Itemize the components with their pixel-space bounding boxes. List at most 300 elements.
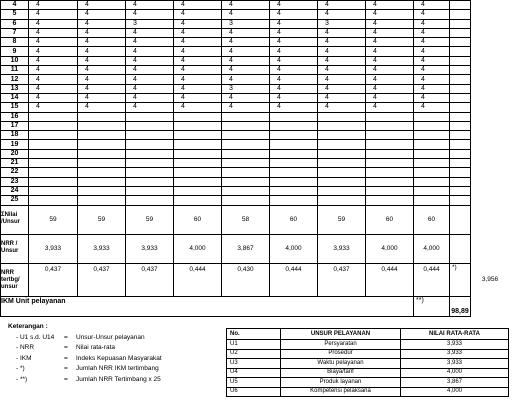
ikm-value: 98,89 [450, 296, 471, 316]
score-cell [29, 121, 78, 130]
keterangan-k: - *) [16, 365, 25, 372]
unsur-no: U2 [227, 349, 281, 359]
nrr-row [1, 234, 471, 263]
score-cell: 4 [174, 1, 222, 10]
score-cell: 4 [222, 75, 270, 84]
score-cell: 4 [318, 66, 366, 75]
row-number: 20 [1, 149, 29, 158]
unsur-name: Persyaratan [281, 340, 401, 350]
score-cell [366, 177, 414, 186]
grid-summary [1, 205, 471, 316]
table-row [1, 66, 471, 75]
score-cell [366, 149, 414, 158]
score-cell: 4 [318, 47, 366, 56]
keterangan-k: - IKM [16, 354, 32, 362]
score-cell: 4 [414, 75, 450, 84]
table-row [1, 56, 471, 65]
table-row [1, 112, 471, 121]
score-cell [366, 121, 414, 130]
score-cell [78, 131, 126, 140]
score-cell: 4 [174, 38, 222, 47]
score-cell [222, 196, 270, 205]
score-cell: 4 [174, 47, 222, 56]
score-cell: 4 [318, 38, 366, 47]
score-cell: 4 [414, 56, 450, 65]
score-cell: 4 [78, 19, 126, 28]
row-number: 13 [1, 84, 29, 93]
unsur-row [227, 340, 509, 350]
empty-cell [450, 66, 471, 75]
score-cell [318, 186, 366, 195]
score-cell [270, 196, 318, 205]
nrr-cell: 4,000 [270, 234, 318, 263]
table-row [1, 121, 471, 130]
keterangan-eq: = [64, 344, 68, 351]
score-cell [414, 159, 450, 168]
score-cell: 4 [78, 75, 126, 84]
score-cell: 4 [78, 47, 126, 56]
score-cell [29, 168, 78, 177]
empty-cell [450, 75, 471, 84]
score-cell: 4 [318, 28, 366, 37]
score-cell [270, 112, 318, 121]
unsur-val: 3,867 [401, 378, 509, 388]
keterangan-v: Unsur-Unsur pelayanan [76, 333, 145, 341]
nrr-label: NRR / Unsur [1, 234, 29, 263]
score-cell [78, 140, 126, 149]
unsur-name: Kompetensi pelaksana [281, 387, 401, 397]
col-header-no: No. [227, 329, 281, 340]
score-cell [366, 112, 414, 121]
score-cell [78, 177, 126, 186]
col-header-unsur: UNSUR PELAYANAN [281, 329, 401, 340]
row-number: 11 [1, 66, 29, 75]
unsur-val: 3,933 [401, 359, 509, 369]
score-cell [318, 121, 366, 130]
score-cell: 3 [222, 84, 270, 93]
keterangan-v: Indeks Kepuasan Masyarakat [76, 354, 162, 362]
score-cell: 4 [366, 56, 414, 65]
score-cell: 4 [366, 84, 414, 93]
score-cell [318, 159, 366, 168]
score-cell: 4 [414, 38, 450, 47]
score-cell [174, 159, 222, 168]
table-row [1, 28, 471, 37]
score-cell: 4 [222, 103, 270, 112]
score-cell [414, 131, 450, 140]
score-cell [78, 168, 126, 177]
score-cell [29, 131, 78, 140]
row-number: 18 [1, 131, 29, 140]
score-cell: 4 [174, 56, 222, 65]
nrr-tertimbang-row [1, 263, 471, 296]
score-cell: 4 [126, 28, 174, 37]
score-cell [270, 168, 318, 177]
empty-cell [450, 1, 471, 10]
nrr-tertimbang-cell: 0,444 [366, 263, 414, 296]
score-cell [174, 140, 222, 149]
nrr-cell: 3,933 [126, 234, 174, 263]
unsur-name: Biaya/tarif [281, 368, 401, 378]
score-cell: 4 [174, 93, 222, 102]
score-cell [174, 149, 222, 158]
score-cell [222, 177, 270, 186]
score-cell [270, 140, 318, 149]
score-cell [318, 168, 366, 177]
keterangan-v: Jumlah NRR Tertimbang x 25 [76, 375, 161, 383]
score-cell [78, 196, 126, 205]
score-cell [366, 168, 414, 177]
score-cell [29, 196, 78, 205]
keterangan-eq: = [64, 333, 68, 341]
unsur-row [227, 349, 509, 359]
score-cell [174, 177, 222, 186]
row-number: 5 [1, 10, 29, 19]
score-cell: 4 [126, 93, 174, 102]
score-cell [126, 131, 174, 140]
double-star-note: **) [414, 296, 450, 316]
keterangan-list [8, 333, 162, 386]
score-cell: 4 [270, 66, 318, 75]
empty-cell [450, 234, 471, 263]
score-cell: 4 [29, 84, 78, 93]
table-row [1, 75, 471, 84]
score-cell: 4 [414, 1, 450, 10]
nrr-cell: 4,000 [366, 234, 414, 263]
score-cell: 4 [174, 84, 222, 93]
nrr-tertimbang-cell: 0,437 [29, 263, 78, 296]
table-row [1, 168, 471, 177]
score-cell: 4 [318, 93, 366, 102]
score-cell: 4 [126, 10, 174, 19]
score-cell [318, 196, 366, 205]
unsur-header-row [227, 329, 509, 340]
score-cell: 4 [270, 19, 318, 28]
table-row [1, 131, 471, 140]
score-cell: 4 [29, 56, 78, 65]
score-cell: 4 [78, 56, 126, 65]
sum-cell: 60 [414, 205, 450, 234]
score-cell [270, 177, 318, 186]
unsur-body [227, 340, 509, 397]
ikm-row [1, 296, 471, 316]
empty-cell [450, 131, 471, 140]
score-cell: 4 [78, 38, 126, 47]
score-cell: 4 [29, 10, 78, 19]
unsur-val: 3,933 [401, 349, 509, 359]
score-cell: 4 [126, 84, 174, 93]
score-cell [174, 121, 222, 130]
sum-cell: 58 [222, 205, 270, 234]
score-cell: 4 [222, 38, 270, 47]
unsur-row [227, 378, 509, 388]
score-cell [78, 186, 126, 195]
empty-cell [450, 168, 471, 177]
nrr-tertimbang-cell: 0,430 [222, 263, 270, 296]
empty-cell [450, 121, 471, 130]
score-cell: 4 [270, 75, 318, 84]
score-cell: 4 [414, 19, 450, 28]
score-cell [414, 121, 450, 130]
row-number: 4 [1, 1, 29, 10]
score-cell: 4 [29, 75, 78, 84]
score-cell: 4 [366, 10, 414, 19]
score-cell [29, 177, 78, 186]
empty-cell [450, 112, 471, 121]
nrr-tertimbang-cell: 0,437 [78, 263, 126, 296]
unsur-row [227, 387, 509, 397]
score-cell: 4 [414, 84, 450, 93]
score-cell: 4 [222, 93, 270, 102]
score-cell [126, 168, 174, 177]
score-cell [318, 140, 366, 149]
score-cell [222, 121, 270, 130]
row-number: 22 [1, 168, 29, 177]
score-cell [414, 186, 450, 195]
row-number: 8 [1, 38, 29, 47]
score-cell: 4 [78, 103, 126, 112]
nrr-tertimbang-label: NRR tertbg/ unsur [1, 263, 29, 296]
score-cell: 4 [29, 47, 78, 56]
score-cell [126, 186, 174, 195]
keterangan-k: - U1 s.d. U14 [16, 333, 55, 341]
unsur-no: U3 [227, 359, 281, 369]
score-cell: 4 [126, 56, 174, 65]
unsur-name: Prosedur [281, 349, 401, 359]
score-cell [29, 112, 78, 121]
keterangan-item [8, 364, 162, 375]
score-cell: 4 [270, 93, 318, 102]
unsur-row [227, 359, 509, 369]
empty-cell [450, 149, 471, 158]
score-cell: 3 [222, 19, 270, 28]
sum-label: ΣNilai /Unsur [1, 205, 29, 234]
empty-cell [450, 159, 471, 168]
score-cell: 4 [318, 1, 366, 10]
score-cell [78, 149, 126, 158]
score-cell: 4 [270, 47, 318, 56]
score-cell: 4 [78, 93, 126, 102]
score-cell: 4 [270, 1, 318, 10]
table-row [1, 47, 471, 56]
score-cell [414, 196, 450, 205]
score-cell [366, 196, 414, 205]
keterangan-v: Nilai rata-rata [76, 344, 116, 351]
score-cell: 4 [222, 47, 270, 56]
keterangan-item [8, 343, 162, 354]
table-row [1, 19, 471, 28]
score-cell: 4 [270, 56, 318, 65]
ikm-label: IKM Unit pelayanan [1, 296, 414, 316]
nrr-tertimbang-cell: 0,444 [174, 263, 222, 296]
score-cell: 4 [366, 93, 414, 102]
score-cell [366, 186, 414, 195]
score-cell [270, 186, 318, 195]
score-cell: 4 [414, 93, 450, 102]
score-cell [126, 112, 174, 121]
score-cell: 4 [366, 66, 414, 75]
table-row [1, 177, 471, 186]
score-cell: 4 [126, 75, 174, 84]
nrr-cell: 3,933 [318, 234, 366, 263]
empty-cell [450, 19, 471, 28]
score-cell: 4 [318, 56, 366, 65]
score-cell [126, 121, 174, 130]
table-row [1, 10, 471, 19]
score-cell [222, 149, 270, 158]
keterangan-item [8, 354, 162, 365]
empty-cell [450, 84, 471, 93]
row-number: 16 [1, 112, 29, 121]
score-cell [222, 131, 270, 140]
score-cell: 4 [174, 10, 222, 19]
score-cell: 4 [318, 75, 366, 84]
score-cell [126, 149, 174, 158]
sum-cell: 60 [270, 205, 318, 234]
sum-cell: 60 [366, 205, 414, 234]
score-cell [270, 159, 318, 168]
sum-cell: 60 [174, 205, 222, 234]
score-cell: 4 [78, 10, 126, 19]
score-cell [222, 112, 270, 121]
score-cell: 4 [366, 28, 414, 37]
score-cell: 4 [29, 28, 78, 37]
score-cell [414, 149, 450, 158]
score-cell [29, 159, 78, 168]
score-cell [222, 140, 270, 149]
score-cell: 4 [270, 84, 318, 93]
score-cell: 4 [270, 28, 318, 37]
score-cell: 4 [366, 38, 414, 47]
score-cell [126, 196, 174, 205]
row-number: 23 [1, 177, 29, 186]
row-number: 25 [1, 196, 29, 205]
score-cell: 4 [29, 1, 78, 10]
score-cell [78, 121, 126, 130]
score-cell: 4 [78, 66, 126, 75]
nrr-tertimbang-cell: 0,444 [414, 263, 450, 296]
keterangan-eq: = [64, 365, 68, 372]
score-cell: 3 [318, 19, 366, 28]
score-cell: 4 [270, 103, 318, 112]
unsur-no: U1 [227, 340, 281, 350]
score-cell: 4 [366, 47, 414, 56]
score-cell [222, 159, 270, 168]
score-cell: 4 [126, 1, 174, 10]
score-cell: 4 [174, 66, 222, 75]
sum-cell: 59 [29, 205, 78, 234]
empty-cell [450, 205, 471, 234]
score-cell: 4 [126, 66, 174, 75]
score-cell [126, 140, 174, 149]
empty-cell [450, 10, 471, 19]
score-cell [174, 196, 222, 205]
row-number: 9 [1, 47, 29, 56]
score-cell: 4 [270, 10, 318, 19]
nrr-tertimbang-cell: 0,437 [318, 263, 366, 296]
score-cell: 4 [29, 19, 78, 28]
keterangan [8, 322, 162, 385]
score-cell: 4 [414, 103, 450, 112]
keterangan-eq: = [64, 354, 68, 362]
unsur-row [227, 368, 509, 378]
score-cell: 4 [174, 28, 222, 37]
unsur-val: 4,000 [401, 387, 509, 397]
score-cell [414, 140, 450, 149]
table-row [1, 38, 471, 47]
score-cell [29, 186, 78, 195]
row-number: 12 [1, 75, 29, 84]
score-cell [126, 177, 174, 186]
unsur-name: Produk layanan [281, 378, 401, 388]
table-row [1, 186, 471, 195]
keterangan-k: - NRR [16, 344, 35, 351]
sum-row [1, 205, 471, 234]
total-nrr: 3,956 [481, 276, 499, 283]
score-cell: 4 [29, 38, 78, 47]
score-cell: 4 [174, 103, 222, 112]
row-number: 10 [1, 56, 29, 65]
score-cell: 4 [222, 56, 270, 65]
score-cell: 3 [126, 19, 174, 28]
score-cell: 4 [366, 75, 414, 84]
row-number: 21 [1, 159, 29, 168]
score-cell [366, 159, 414, 168]
score-cell [174, 112, 222, 121]
table-row [1, 140, 471, 149]
score-cell: 4 [318, 103, 366, 112]
score-cell: 4 [29, 66, 78, 75]
keterangan-eq: = [64, 375, 68, 383]
score-cell [29, 149, 78, 158]
row-number: 19 [1, 140, 29, 149]
score-cell [222, 186, 270, 195]
score-cell: 4 [366, 103, 414, 112]
unsur-val: 4,000 [401, 368, 509, 378]
empty-cell [450, 140, 471, 149]
score-cell: 4 [78, 1, 126, 10]
score-cell: 4 [174, 75, 222, 84]
empty-cell [450, 28, 471, 37]
unsur-table [226, 328, 509, 397]
table-row [1, 1, 471, 10]
score-cell: 4 [366, 1, 414, 10]
row-number: 17 [1, 121, 29, 130]
score-cell: 4 [222, 10, 270, 19]
score-cell: 4 [318, 84, 366, 93]
score-cell: 4 [270, 38, 318, 47]
score-cell [78, 112, 126, 121]
score-cell: 4 [222, 66, 270, 75]
table-row [1, 84, 471, 93]
table-row [1, 103, 471, 112]
empty-cell [450, 103, 471, 112]
empty-cell [450, 196, 471, 205]
unsur-no: U4 [227, 368, 281, 378]
nrr-tertimbang-cell: 0,444 [270, 263, 318, 296]
keterangan-title: Keterangan : [8, 323, 48, 330]
score-cell [174, 186, 222, 195]
nrr-cell: 3,867 [222, 234, 270, 263]
score-cell: 4 [414, 28, 450, 37]
score-cell: 4 [78, 28, 126, 37]
empty-cell [450, 177, 471, 186]
score-cell: 4 [414, 66, 450, 75]
empty-cell [450, 47, 471, 56]
score-cell [174, 168, 222, 177]
score-cell: 4 [126, 47, 174, 56]
keterangan-k: - **) [16, 375, 28, 383]
